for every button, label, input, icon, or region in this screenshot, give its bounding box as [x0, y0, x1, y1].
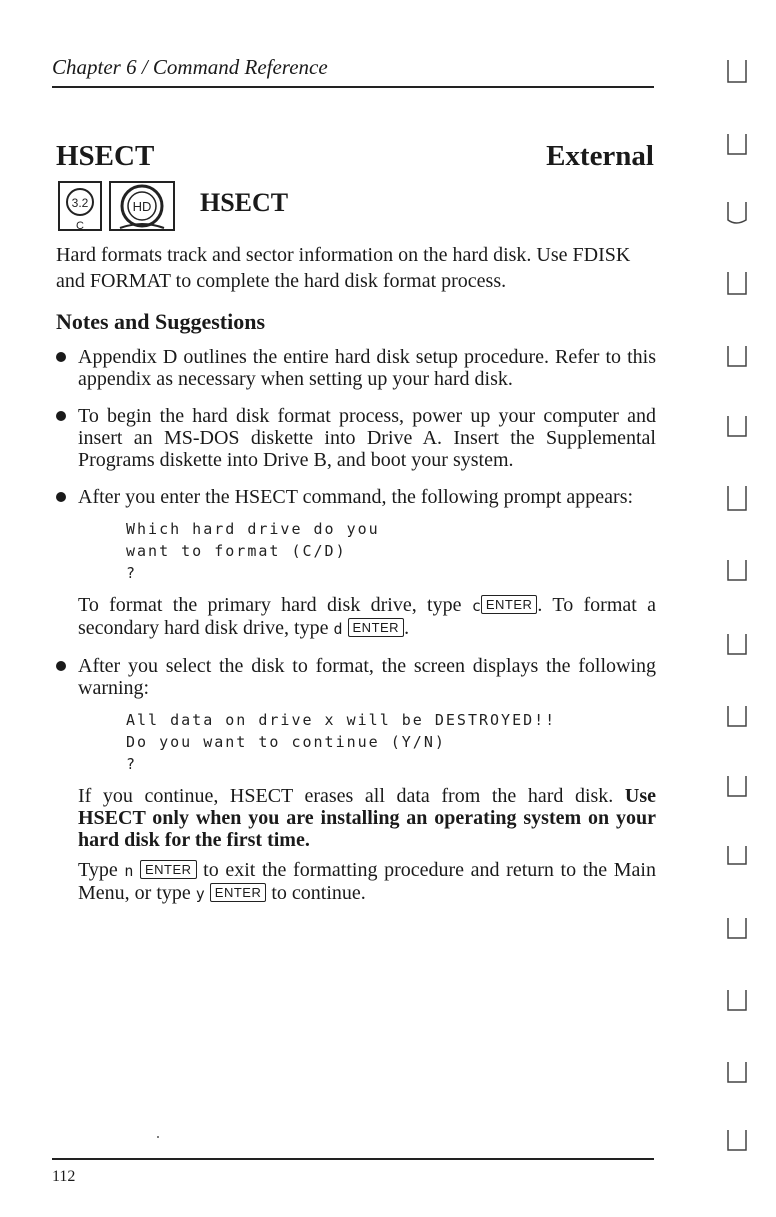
bullet-icon	[56, 661, 66, 671]
enter-key-icon: ENTER	[140, 860, 197, 879]
enter-key-icon: ENTER	[210, 883, 267, 902]
notes-heading: Notes and Suggestions	[56, 309, 266, 334]
list-item: To begin the hard disk format process, power up your computer and insert an MS-DOS diskette into Drive A. Insert the Supplemental Programs diskette into Drive B, and boot your system.	[56, 405, 656, 471]
command-syntax: HSECT	[200, 188, 289, 217]
hd-label: HD	[132, 199, 152, 214]
page-number: 112	[52, 1168, 76, 1185]
bullet-icon	[56, 492, 66, 502]
format-instructions: To format the primary hard disk drive, type c ENTER . To format a secondary hard disk drive, type d ENTER .	[78, 594, 657, 639]
bullet-icon	[56, 411, 66, 421]
command-type: External	[546, 140, 654, 172]
footer-rule	[52, 1158, 654, 1160]
command-name: HSECT	[56, 140, 155, 172]
running-header: Chapter 6 / Command Reference	[52, 55, 328, 79]
screen-prompt: Which hard drive do you want to format (C/D) ?	[126, 520, 380, 582]
disk-sublabel: C	[76, 220, 84, 232]
enter-key-icon: ENTER	[481, 595, 538, 614]
list-item: Appendix D outlines the entire hard disk setup procedure. Refer to this appendix as necessary when setting up your hard disk.	[56, 346, 656, 390]
disk-3-2-icon	[57, 180, 103, 232]
list-item: After you select the disk to format, the screen displays the following warning: All data on drive x will be DESTROYED!! Do you want to continue (Y/N) ? If you continue, HSECT erases all data from the hard disk. Use HSECT only when you are installing an operating system on your hard disk for the first time. Type n ENTER to exit the formatting procedure and return to the Main Menu, or type y ENTER to continue.	[56, 655, 656, 905]
exit-instructions: Type n ENTER to exit the formatting procedure and return to the Main Menu, or type y ENTER to continue.	[78, 859, 656, 904]
warning-emphasis: Use HSECT only when you are installing an operating system on your hard disk for the first time.	[78, 785, 657, 851]
hard-disk-icon	[108, 180, 176, 232]
intro-text: Hard formats track and sector information on the hard disk. Use FDISK and FORMAT to complete the hard disk format process.	[56, 244, 631, 292]
print-speck	[157, 1136, 159, 1138]
warning-paragraph: If you continue, HSECT erases all data from the hard disk. Use HSECT only when you are installing an operating system on your hard disk for the first time.	[78, 785, 657, 851]
notes-list	[56, 346, 656, 920]
disk-label: 3.2	[71, 196, 89, 210]
list-item: After you enter the HSECT command, the following prompt appears: Which hard drive do you want to format (C/D) ? To format the primary hard disk drive, type c ENTER . To format a secondary hard disk drive, type d ENTER .	[56, 486, 656, 640]
screen-warning: All data on drive x will be DESTROYED!! Do you want to continue (Y/N) ?	[126, 711, 557, 773]
binding-marks	[718, 50, 758, 1180]
header-rule	[52, 86, 654, 88]
bullet-icon	[56, 352, 66, 362]
enter-key-icon: ENTER	[348, 618, 405, 637]
